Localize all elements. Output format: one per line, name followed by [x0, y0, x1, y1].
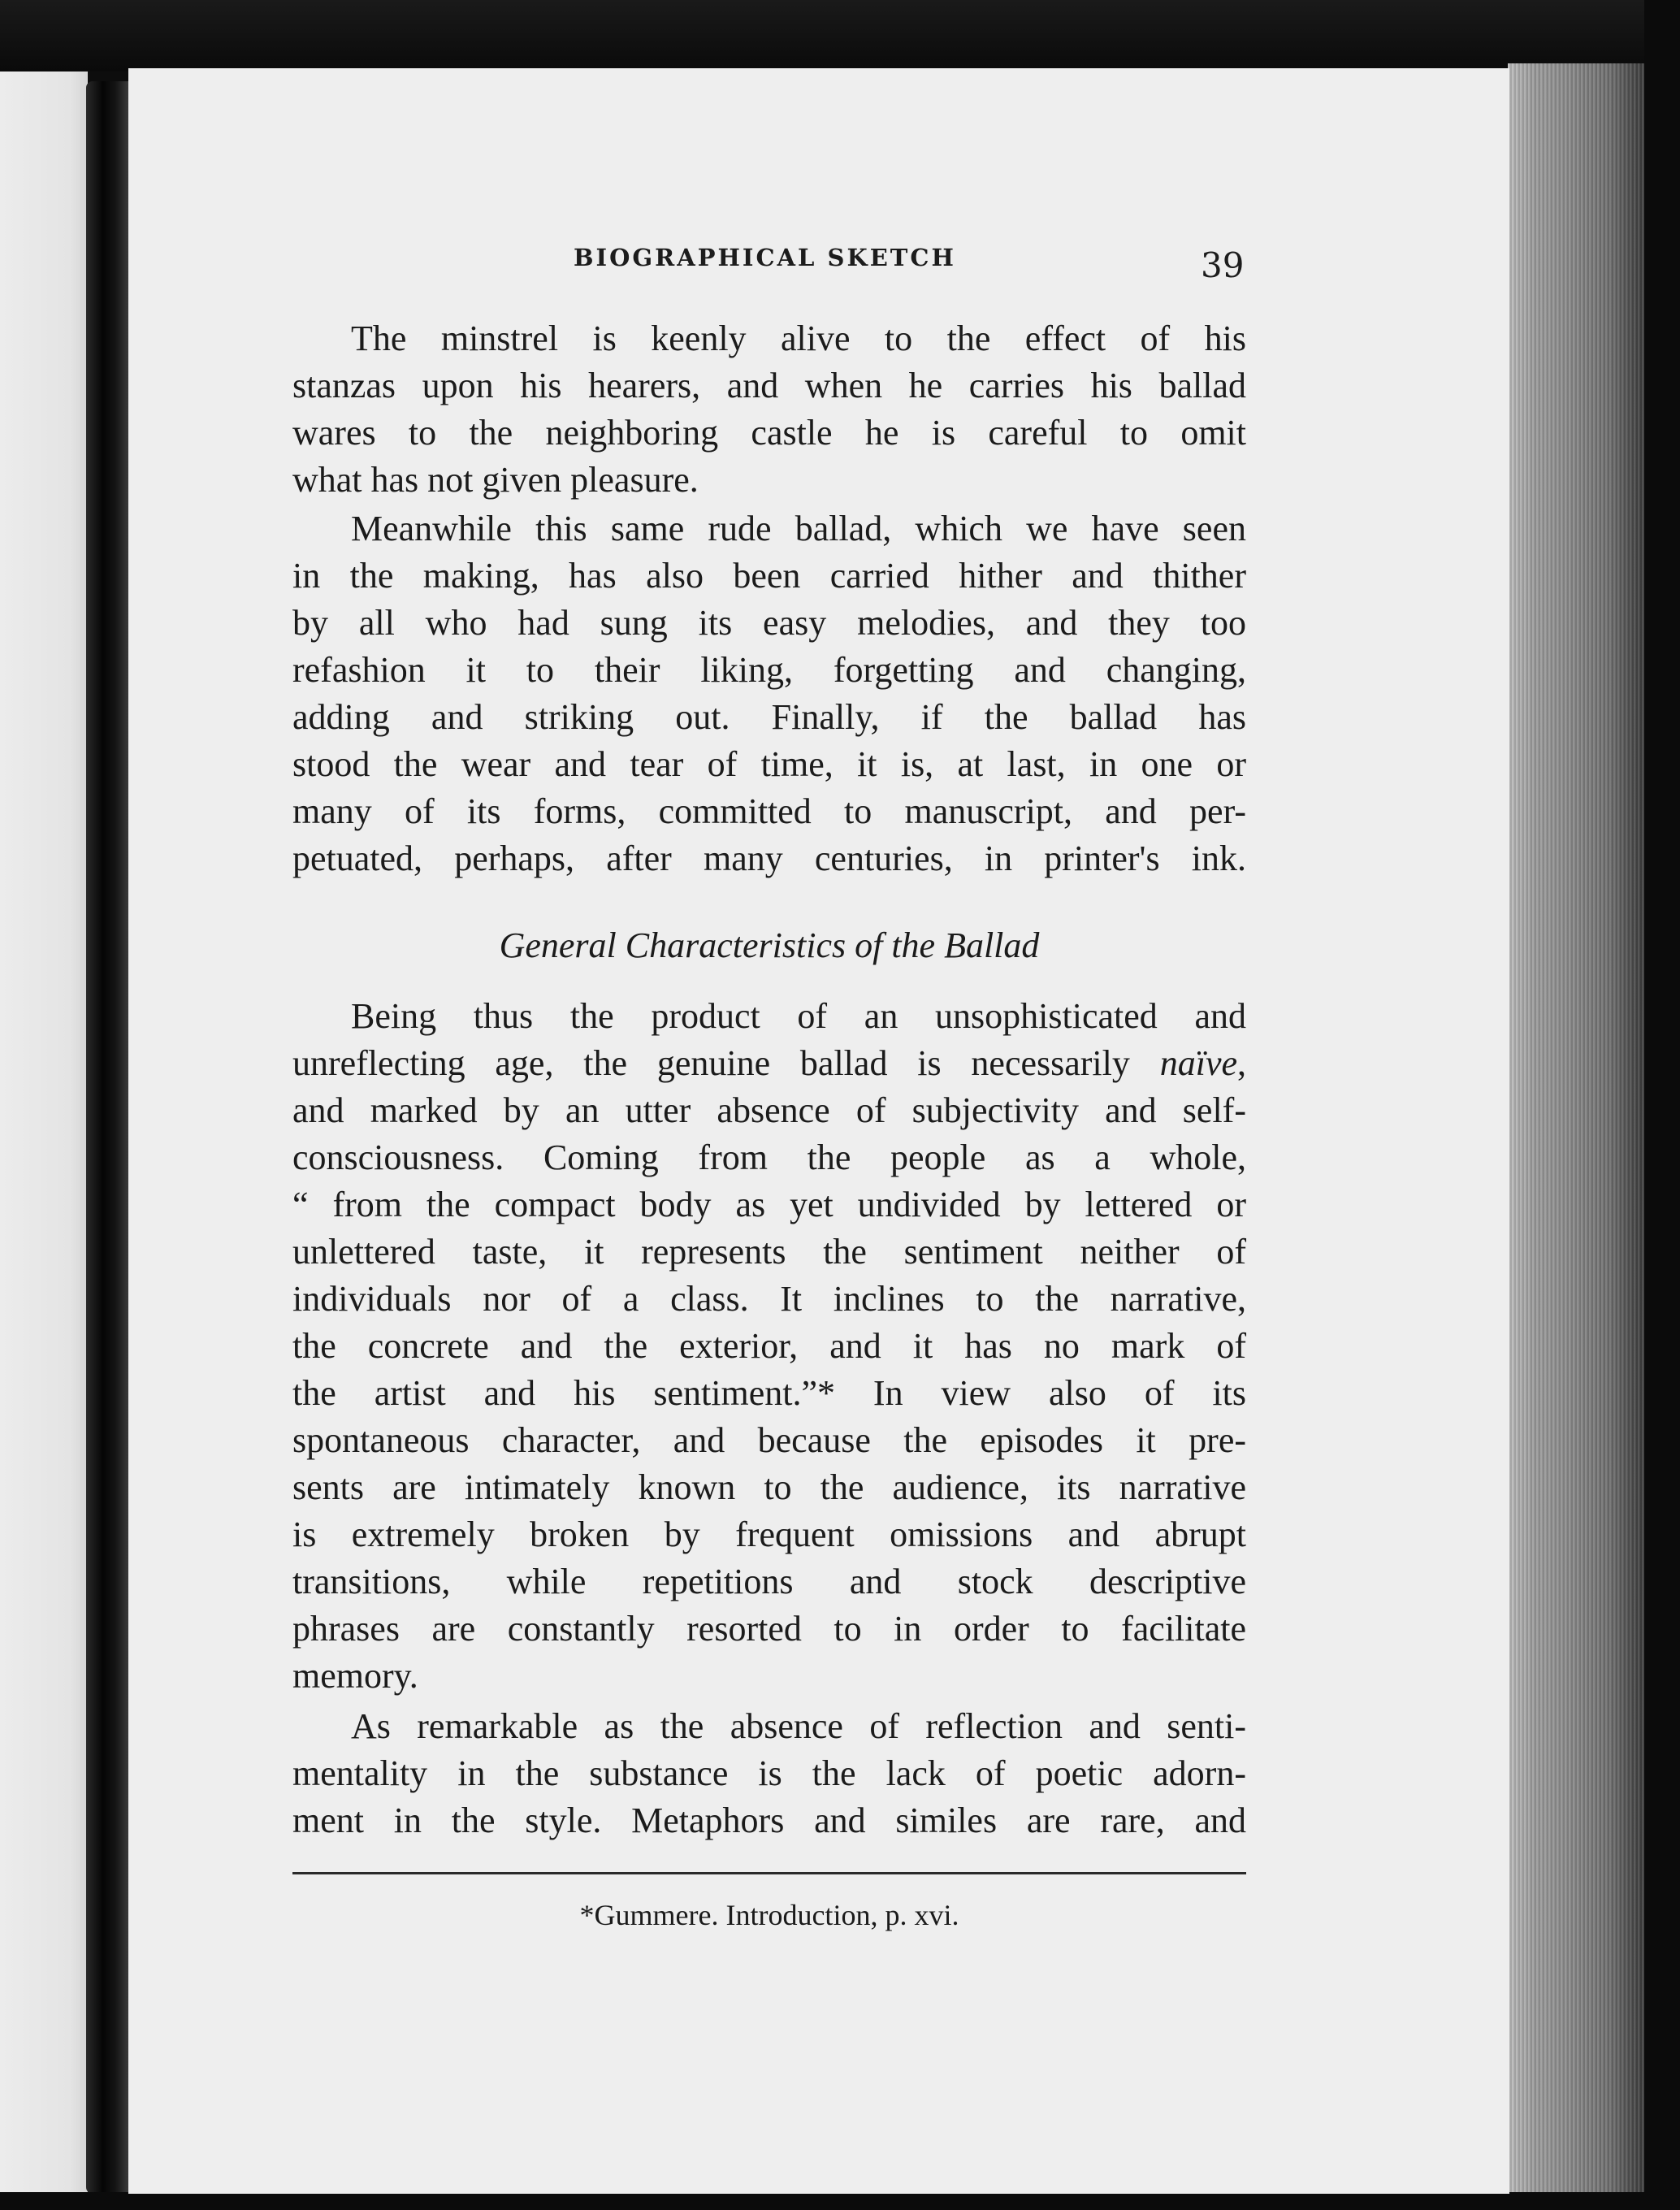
text-line: memory. [292, 1656, 418, 1696]
text-line: stanzas upon his hearers, and when he carries his ballad [292, 366, 1246, 405]
text-line: petuated, perhaps, after many centuries, in printer's ink. [292, 838, 1246, 878]
scan-bottom-border [0, 2192, 1680, 2210]
text-segment: , [1237, 1043, 1247, 1083]
text-line: unlettered taste, it represents the sentiment neither of [292, 1232, 1246, 1272]
text-line-with-italic [292, 1040, 1246, 1087]
page-block-edge [1508, 63, 1644, 2194]
section-heading: General Characteristics of the Ballad [499, 925, 1040, 965]
text-line: ment in the style. Metaphors and similes are rare, and [292, 1800, 1246, 1840]
text-line: and marked by an utter absence of subjectivity and self- [292, 1090, 1246, 1130]
scan-right-border [1644, 0, 1680, 2210]
footnote-rule [292, 1872, 1246, 1874]
text-line: many of its forms, committed to manuscript, and per- [292, 791, 1246, 831]
text-line: Being thus the product of an unsophisticated and [351, 996, 1246, 1036]
text-line: the artist and his sentiment.”* In view also of its [292, 1373, 1246, 1413]
text-line: refashion it to their liking, forgetting and changing, [292, 650, 1246, 690]
text-line: individuals nor of a class. It inclines to the narrative, [292, 1279, 1246, 1319]
text-line: transitions, while repetitions and stock descriptive [292, 1562, 1246, 1601]
text-line: spontaneous character, and because the episodes it pre- [292, 1420, 1246, 1460]
text-line: what has not given pleasure. [292, 460, 699, 500]
text-line: phrases are constantly resorted to in order to facilitate [292, 1609, 1246, 1649]
text-line: mentality in the substance is the lack of poetic adorn- [292, 1753, 1246, 1793]
text-line: by all who had sung its easy melodies, and they too [292, 603, 1246, 643]
text-line: in the making, has also been carried hither and thither [292, 556, 1246, 596]
text-line: As remarkable as the absence of reflection and senti- [351, 1706, 1246, 1746]
text-line: Meanwhile this same rude ballad, which we have seen [351, 509, 1246, 548]
scan-top-border [0, 0, 1680, 72]
text-line: The minstrel is keenly alive to the effect of his [351, 318, 1246, 358]
running-head: BIOGRAPHICAL SKETCH [574, 244, 956, 271]
text-line: wares to the neighboring castle he is careful to omit [292, 413, 1246, 453]
text-line: sents are intimately known to the audience, its narrative [292, 1467, 1246, 1507]
text-line: “ from the compact body as yet undivided by lettered or [292, 1185, 1246, 1224]
text-line: consciousness. Coming from the people as a whole, [292, 1138, 1246, 1177]
text-line: is extremely broken by frequent omissions and abrupt [292, 1514, 1246, 1554]
italic-word: naïve [1159, 1043, 1238, 1083]
page-number: 39 [1201, 245, 1245, 285]
text-line: stood the wear and tear of time, it is, at last, in one or [292, 744, 1246, 784]
book-gutter [86, 81, 128, 2194]
text-line: adding and striking out. Finally, if the ballad has [292, 697, 1246, 737]
footnote: *Gummere. Introduction, p. xvi. [579, 1899, 959, 1931]
text-segment: unreflecting age, the genuine ballad is necessarily [292, 1043, 1130, 1083]
text-line: the concrete and the exterior, and it has no mark of [292, 1326, 1246, 1366]
facing-page-edge [0, 72, 88, 2192]
